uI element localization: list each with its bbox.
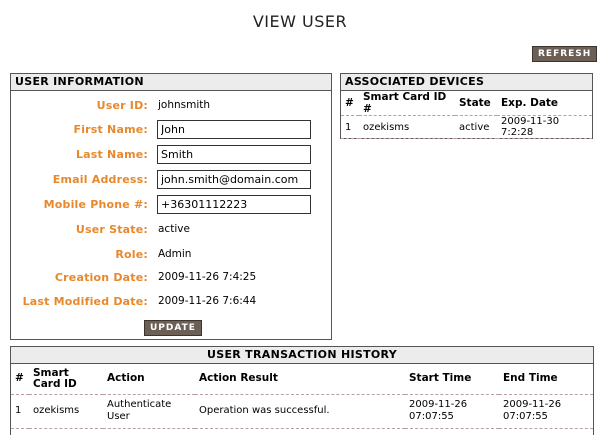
page-title: VIEW USER xyxy=(252,12,348,31)
role-label: Role: xyxy=(115,248,148,261)
devices-header-row xyxy=(341,91,592,116)
devices-col-state: State xyxy=(459,97,491,109)
history-table xyxy=(11,364,593,429)
mobile-phone-row xyxy=(11,195,331,215)
last-name-label: Last Name: xyxy=(75,148,148,161)
mobile-phone-field[interactable] xyxy=(157,195,311,214)
first-name-label: First Name: xyxy=(73,123,148,136)
email-field[interactable] xyxy=(157,170,311,189)
devices-table xyxy=(341,91,592,139)
table-row[interactable] xyxy=(11,394,593,428)
history-col-end-time: End Time xyxy=(503,372,558,385)
devices-col-smart-card-id: Smart Card ID # xyxy=(363,91,447,115)
history-header-row xyxy=(11,364,593,394)
user-state-label: User State: xyxy=(75,223,148,236)
first-name-row xyxy=(11,120,331,140)
history-number: 1 xyxy=(11,394,29,428)
associated-devices-panel xyxy=(340,73,593,139)
history-col-number: # xyxy=(15,372,24,385)
user-information-panel xyxy=(10,73,332,340)
history-col-smart-card-id: Smart Card ID xyxy=(33,366,77,390)
last-name-row xyxy=(11,145,331,165)
history-action-result: Operation was successful. xyxy=(195,394,405,428)
user-id-row xyxy=(11,96,331,116)
device-number: 1 xyxy=(341,116,359,139)
email-label: Email Address: xyxy=(52,173,148,186)
update-button[interactable]: UPDATE xyxy=(144,320,202,336)
history-smart-card-id: ozekisms xyxy=(29,394,103,428)
table-row[interactable] xyxy=(341,116,592,139)
creation-date-value: 2009-11-26 7:4:25 xyxy=(158,271,257,283)
devices-col-exp-date: Exp. Date xyxy=(501,97,559,109)
last-modified-value: 2009-11-26 7:6:44 xyxy=(158,295,257,307)
user-id-label: User ID: xyxy=(96,99,148,112)
mobile-phone-label: Mobile Phone #: xyxy=(43,198,148,211)
user-state-value: active xyxy=(158,223,190,235)
device-exp-date: 2009-11-30 7:2:28 xyxy=(497,116,592,139)
role-value: Admin xyxy=(158,248,192,260)
device-smart-card-id: ozekisms xyxy=(359,116,455,139)
first-name-field[interactable] xyxy=(157,120,311,139)
user-state-row xyxy=(11,220,331,240)
transaction-history-panel xyxy=(10,346,594,435)
history-col-start-time: Start Time xyxy=(409,372,472,385)
history-end-time: 2009-11-26 07:07:55 xyxy=(499,394,593,428)
user-information-header: USER INFORMATION xyxy=(11,74,331,91)
device-state: active xyxy=(455,116,497,139)
creation-date-label: Creation Date: xyxy=(54,271,148,284)
devices-col-number: # xyxy=(345,97,354,109)
creation-date-row xyxy=(11,268,331,288)
history-col-action: Action xyxy=(107,372,145,385)
refresh-button[interactable]: REFRESH xyxy=(532,46,597,62)
transaction-history-header: USER TRANSACTION HISTORY xyxy=(11,347,593,364)
last-modified-row xyxy=(11,292,331,312)
last-name-field[interactable] xyxy=(157,145,311,164)
history-col-action-result: Action Result xyxy=(199,372,278,385)
history-action: Authenticate User xyxy=(103,394,195,428)
role-row xyxy=(11,245,331,265)
associated-devices-header: ASSOCIATED DEVICES xyxy=(341,74,592,91)
history-start-time: 2009-11-26 07:07:55 xyxy=(405,394,499,428)
last-modified-label: Last Modified Date: xyxy=(22,295,148,308)
user-id-value: johnsmith xyxy=(158,99,211,111)
email-row xyxy=(11,170,331,190)
